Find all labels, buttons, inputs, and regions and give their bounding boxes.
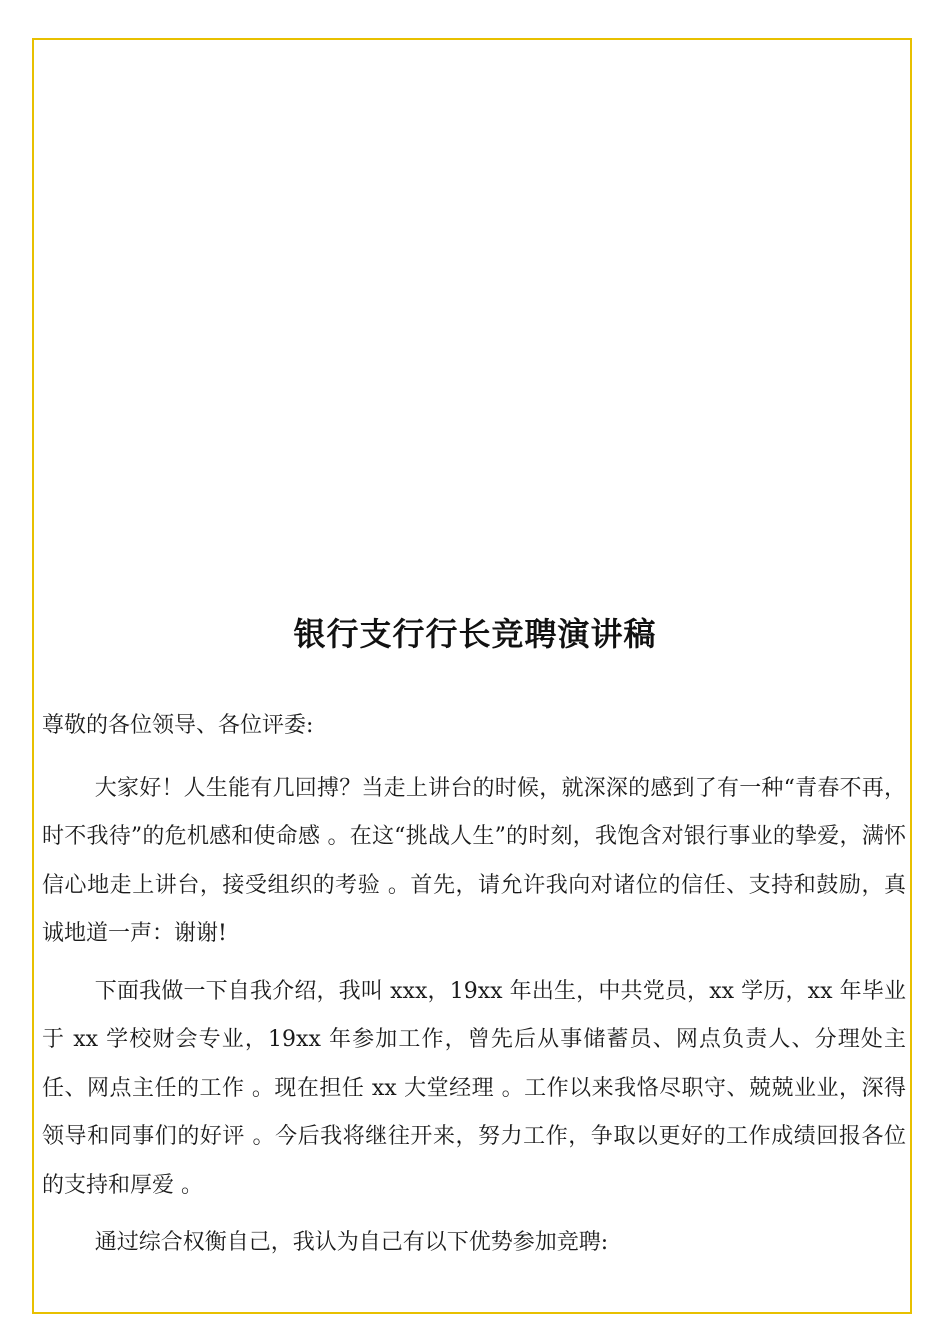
paragraph-advantages-intro: 通过综合权衡自己，我认为自己有以下优势参加竞聘:: [94, 1230, 609, 1255]
document-body: [42, 702, 906, 1277]
salutation-line: 尊敬的各位领导、各位评委:: [42, 713, 314, 738]
paragraph-self-introduction: 下面我做一下自我介绍，我叫 xxx，19xx 年出生，中共党员，xx 学历，xx 年毕业于 xx 学校财会专业，19xx 年参加工作，曾先后从事储蓄员、网点负责人、分理处主任、网点主任的工作 。现在担任 xx 大堂经理 。工作以来我恪尽职守、兢兢业业，深得领导和同事们的好评 。今后我将继往开来，努力工作，争取以更好的工作成绩回报各位的支持和厚爱 。: [42, 978, 906, 1198]
paragraph-greeting: 大家好！人生能有几回搏？当走上讲台的时候，就深深的感到了有一种“青春不再，时不我待”的危机感和使命感 。在这“挑战人生”的时刻，我饱含对银行事业的挚爱，满怀信心地走上讲台，接受组织的考验 。首先，请允许我向对诸位的信任、支持和鼓励，真诚地道一声：谢谢!: [42, 775, 906, 946]
document-title: 银行支行行长竞聘演讲稿: [293, 615, 657, 654]
